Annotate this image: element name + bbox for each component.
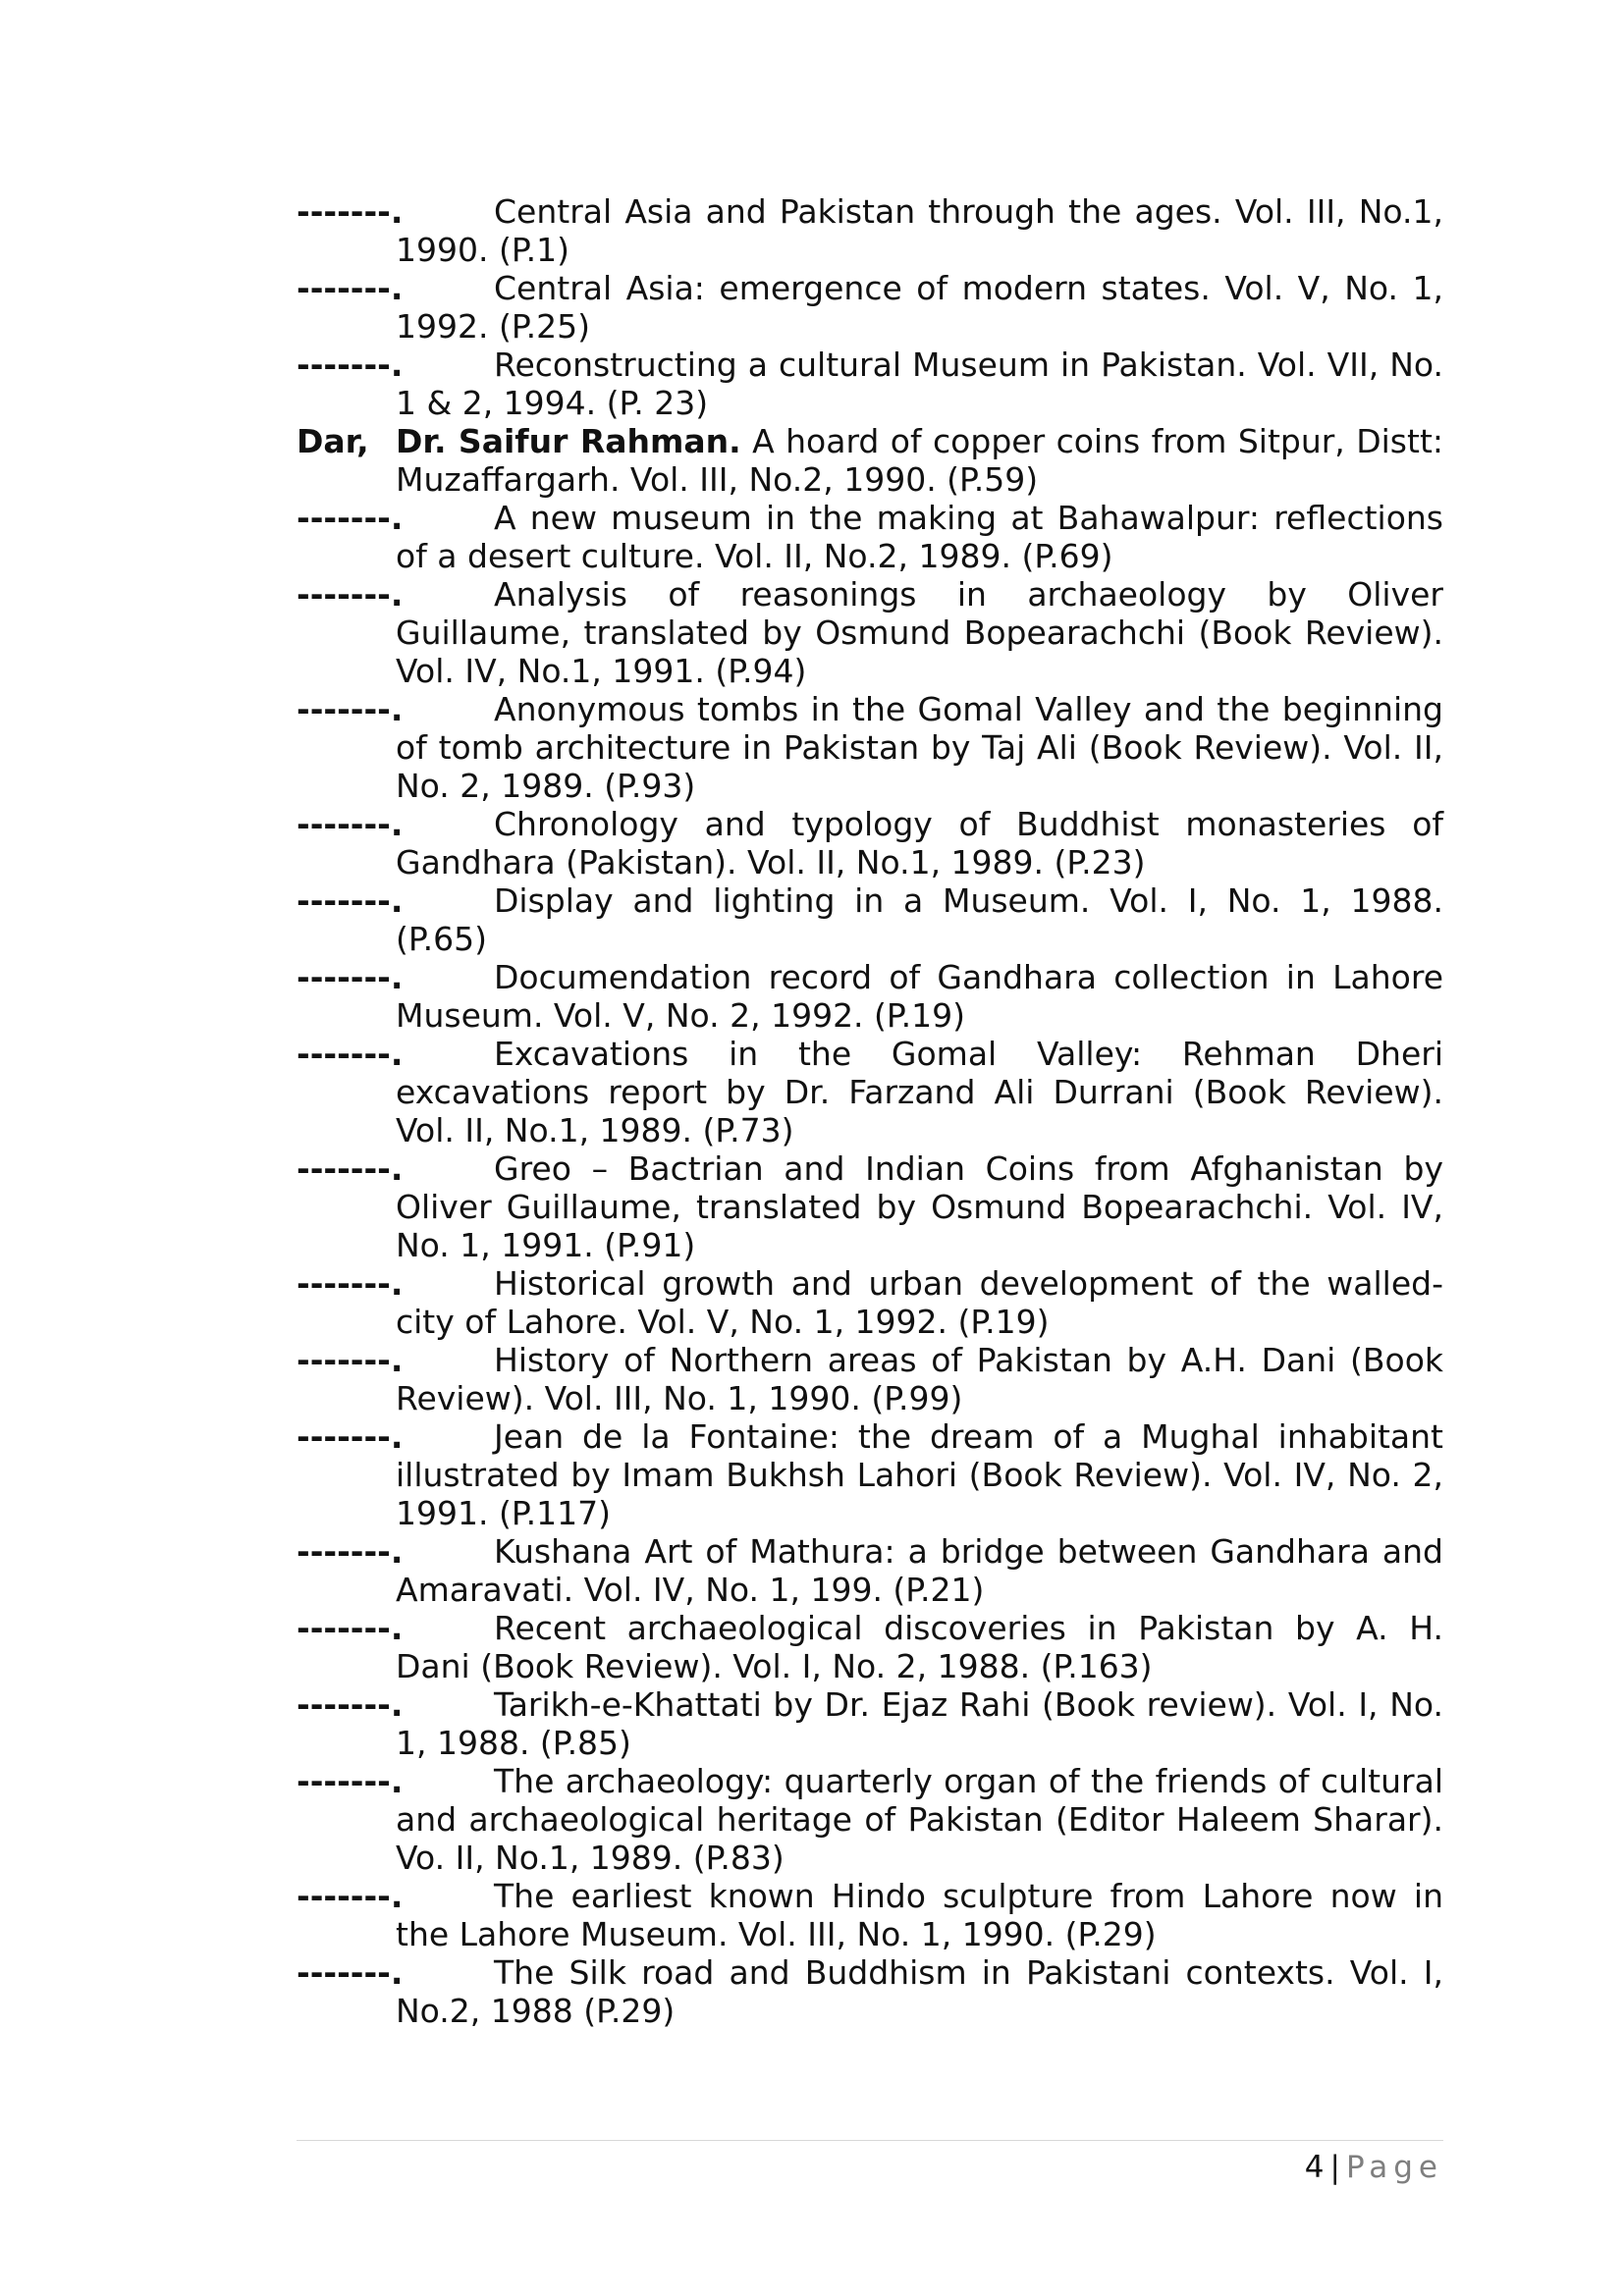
entry-text: The archaeology: quarterly organ of the friends of cultural and archaeological heritage of Pakistan (Editor Haleem Sharar). Vo. II, No.1, 1989. (P.83) (396, 1762, 1443, 1877)
bibliography-entry (297, 1341, 1443, 1417)
footer-separator: | (1329, 2150, 1340, 2185)
entry-text: Anonymous tombs in the Gomal Valley and the beginning of tomb architecture in Pakistan by Taj Ali (Book Review). Vol. II, No. 2, 1989. (P.93) (396, 690, 1443, 805)
repeat-author-marker: -------. (297, 1417, 404, 1456)
repeat-author-marker: -------. (297, 1149, 404, 1188)
entry-text: Chronology and typology of Buddhist monasteries of Gandhara (Pakistan). Vol. II, No.1, 1989. (P.23) (396, 805, 1443, 881)
bibliography-entry (297, 881, 1443, 958)
repeat-author-marker: -------. (297, 1035, 404, 1073)
bibliography-entry (297, 192, 1443, 269)
bibliography-entry (297, 575, 1443, 690)
repeat-author-marker: -------. (297, 690, 404, 728)
footer-divider (297, 2140, 1443, 2141)
bibliography-entry (297, 1609, 1443, 1685)
entry-text: Tarikh-e-Khattati by Dr. Ejaz Rahi (Book review). Vol. I, No. 1, 1988. (P.85) (396, 1685, 1443, 1762)
bibliography-entry (297, 499, 1443, 575)
entry-text: History of Northern areas of Pakistan by A.H. Dani (Book Review). Vol. III, No. 1, 1990. (P.99) (396, 1341, 1443, 1417)
bibliography-entry (297, 690, 1443, 805)
bibliography-entry (297, 1877, 1443, 1953)
page-label: Page (1345, 2150, 1443, 2185)
repeat-author-marker: -------. (297, 1877, 404, 1915)
author-name: Dr. Saifur Rahman. (396, 422, 741, 460)
repeat-author-marker: -------. (297, 958, 404, 996)
entry-text: Central Asia and Pakistan through the ages. Vol. III, No.1, 1990. (P.1) (396, 192, 1443, 269)
bibliography-entry (297, 1035, 1443, 1149)
entry-text: Greo – Bactrian and Indian Coins from Afghanistan by Oliver Guillaume, translated by Osmund Bopearachchi. Vol. IV, No. 1, 1991. (P.91) (396, 1149, 1443, 1264)
repeat-author-marker: -------. (297, 1953, 404, 1992)
bibliography-entry (297, 958, 1443, 1035)
repeat-author-marker: -------. (297, 1762, 404, 1800)
entry-text: Excavations in the Gomal Valley: Rehman Dheri excavations report by Dr. Farzand Ali Durrani (Book Review). Vol. II, No.1, 1989. (P.73) (396, 1035, 1443, 1149)
bibliography-entry (297, 1149, 1443, 1264)
bibliography-entry (297, 1264, 1443, 1341)
page-number: 4 (1304, 2150, 1325, 2185)
entry-text: Historical growth and urban development of the walled-city of Lahore. Vol. V, No. 1, 1992. (P.19) (396, 1264, 1443, 1341)
entry-text: Recent archaeological discoveries in Pakistan by A. H. Dani (Book Review). Vol. I, No. 2, 1988. (P.163) (396, 1609, 1443, 1685)
repeat-author-marker: -------. (297, 881, 404, 920)
bibliography-entry (297, 422, 1443, 499)
bibliography-entry (297, 1417, 1443, 1532)
repeat-author-marker: -------. (297, 1532, 404, 1571)
repeat-author-marker: -------. (297, 805, 404, 843)
page-footer (1305, 2150, 1443, 2185)
bibliography-entry (297, 1685, 1443, 1762)
entry-text: Jean de la Fontaine: the dream of a Mughal inhabitant illustrated by Imam Bukhsh Lahori (Book Review). Vol. IV, No. 2, 1991. (P.117) (396, 1417, 1443, 1532)
bibliography-entry (297, 346, 1443, 422)
repeat-author-marker: -------. (297, 499, 404, 537)
bibliography-entry (297, 1953, 1443, 2030)
bibliography-entry (297, 805, 1443, 881)
repeat-author-marker: -------. (297, 346, 404, 384)
entry-text: Analysis of reasonings in archaeology by Oliver Guillaume, translated by Osmund Bopearachchi (Book Review). Vol. IV, No.1, 1991. (P.94) (396, 575, 1443, 690)
bibliography-entry (297, 269, 1443, 346)
author-surname: Dar, (297, 422, 369, 460)
entry-text: A hoard of copper coins from Sitpur, Distt: Muzaffargarh. Vol. III, No.2, 1990. (P.59) (396, 422, 1443, 499)
entry-text: A new museum in the making at Bahawalpur: reflections of a desert culture. Vol. II, No.2, 1989. (P.69) (396, 499, 1443, 575)
entry-text: The earliest known Hindo sculpture from Lahore now in the Lahore Museum. Vol. III, No. 1, 1990. (P.29) (396, 1877, 1443, 1953)
repeat-author-marker: -------. (297, 269, 404, 307)
bibliography-list (297, 192, 1443, 2030)
repeat-author-marker: -------. (297, 1685, 404, 1724)
entry-text: The Silk road and Buddhism in Pakistani contexts. Vol. I, No.2, 1988 (P.29) (396, 1953, 1443, 2030)
entry-text: Central Asia: emergence of modern states. Vol. V, No. 1, 1992. (P.25) (396, 269, 1443, 346)
entry-text: Documendation record of Gandhara collection in Lahore Museum. Vol. V, No. 2, 1992. (P.19) (396, 958, 1443, 1035)
entry-text: Reconstructing a cultural Museum in Pakistan. Vol. VII, No. 1 & 2, 1994. (P. 23) (396, 346, 1443, 422)
entry-text: Kushana Art of Mathura: a bridge between Gandhara and Amaravati. Vol. IV, No. 1, 199. (P.21) (396, 1532, 1443, 1609)
entry-text: Display and lighting in a Museum. Vol. I, No. 1, 1988. (P.65) (396, 881, 1443, 958)
repeat-author-marker: -------. (297, 575, 404, 614)
repeat-author-marker: -------. (297, 192, 404, 231)
bibliography-entry (297, 1532, 1443, 1609)
repeat-author-marker: -------. (297, 1341, 404, 1379)
repeat-author-marker: -------. (297, 1609, 404, 1647)
bibliography-entry (297, 1762, 1443, 1877)
repeat-author-marker: -------. (297, 1264, 404, 1303)
